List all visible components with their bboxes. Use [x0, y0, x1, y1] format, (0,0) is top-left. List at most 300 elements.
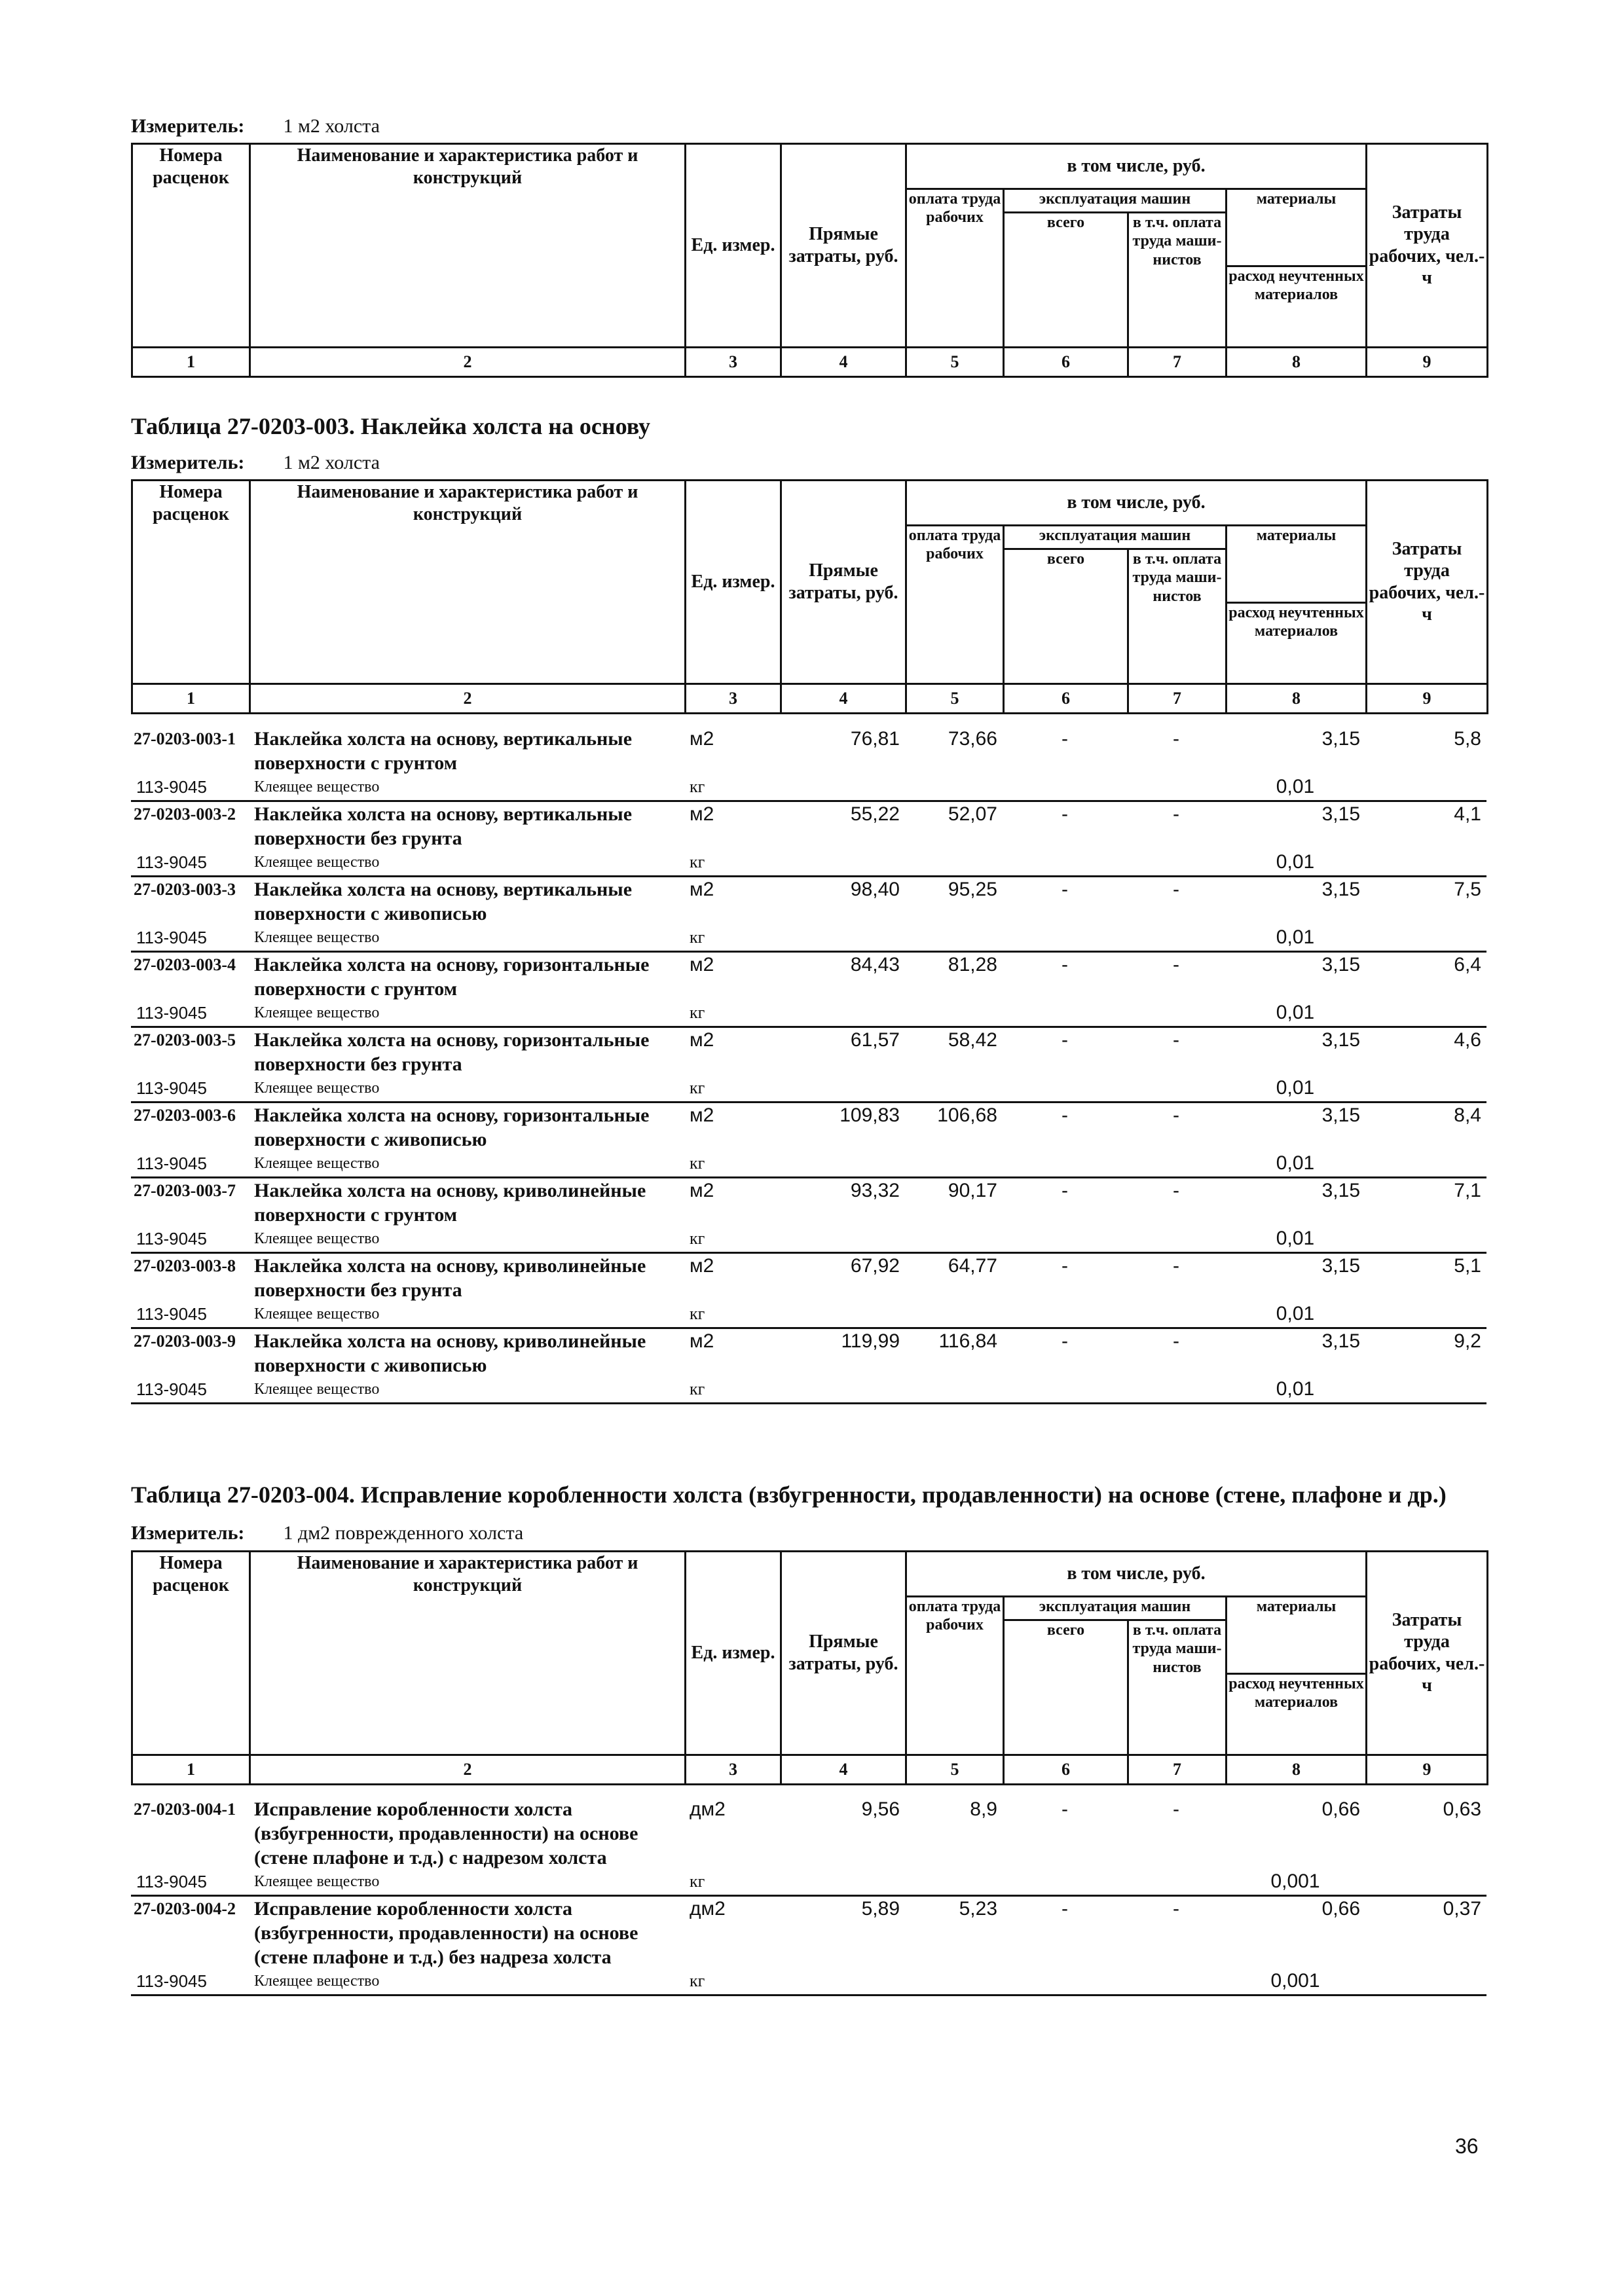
- rate-code: 27-0203-003-2: [134, 805, 236, 824]
- col-header-unaccounted-materials: расход неучтенных материалов: [1227, 1673, 1367, 1755]
- measure-value: 1 м2 холста: [283, 115, 380, 137]
- machinists-pay: -: [1173, 1898, 1179, 1920]
- material-quantity: 0,01: [1225, 1302, 1365, 1328]
- empty-cell: [1003, 1076, 1127, 1102]
- col-number: 1: [132, 347, 250, 376]
- table-row: [131, 1178, 1486, 1228]
- machinists-pay: -: [1173, 1029, 1179, 1051]
- unit: м2: [690, 728, 714, 750]
- col-header-rate-number: Номера расценок: [132, 1552, 250, 1597]
- col-header-materials: материалы: [1227, 189, 1367, 212]
- direct-cost: 119,99: [841, 1330, 900, 1352]
- col-header-materials: материалы: [1227, 1596, 1367, 1620]
- materials-cost: 3,15: [1321, 803, 1360, 825]
- col-header-machines-total: всего: [1004, 212, 1128, 347]
- material-unit: кг: [684, 1001, 780, 1027]
- col-number: 4: [781, 683, 906, 713]
- empty-cell: [1127, 1969, 1225, 1995]
- direct-cost: 55,22: [850, 803, 900, 825]
- table-row: [131, 801, 1486, 851]
- materials-cost: 3,15: [1321, 728, 1360, 750]
- machinists-pay: -: [1173, 1104, 1179, 1126]
- labor-hours: 4,1: [1454, 803, 1481, 825]
- material-code: 113-9045: [131, 775, 249, 801]
- materials-cost: 3,15: [1321, 1029, 1360, 1051]
- table-003-title: Таблица 27-0203-003. Наклейка холста на основу: [131, 413, 650, 439]
- machinists-pay: -: [1173, 1180, 1179, 1201]
- empty-cell: [780, 1152, 905, 1178]
- rate-code: 27-0203-003-5: [134, 1030, 236, 1049]
- labor-hours: 5,8: [1454, 728, 1481, 750]
- labor-pay: 95,25: [948, 879, 997, 900]
- empty-cell: [1003, 1870, 1127, 1896]
- labor-pay: 5,23: [959, 1898, 997, 1920]
- col-number: 6: [1004, 1755, 1128, 1784]
- work-name: Исправление коробленности холста (взбугренности, продавленности) на основе (стене плафоне и т.д.) без надреза холста: [254, 1898, 638, 1968]
- unit: м2: [690, 879, 714, 900]
- col-header-including: в том числе, руб.: [906, 1552, 1367, 1597]
- col-number: 5: [906, 347, 1004, 376]
- empty-cell: [1127, 1227, 1225, 1253]
- column-numbers-row: [132, 347, 1488, 376]
- work-name: Наклейка холста на основу, криволинейные поверхности без грунта: [254, 1255, 646, 1301]
- col-header-labor-pay: оплата труда рабочих: [906, 189, 1004, 347]
- col-number: 6: [1004, 347, 1128, 376]
- col-header-including: в том числе, руб.: [906, 481, 1367, 526]
- empty-cell: [780, 775, 905, 801]
- direct-cost: 61,57: [850, 1029, 900, 1051]
- machinists-pay: -: [1173, 1330, 1179, 1352]
- machines-total: -: [1061, 728, 1068, 750]
- col-number: 5: [906, 1755, 1004, 1784]
- machines-total: -: [1061, 1898, 1068, 1920]
- unit: м2: [690, 1104, 714, 1126]
- empty-cell: [1003, 1001, 1127, 1027]
- col-number: 2: [250, 1755, 686, 1784]
- table-row: [131, 952, 1486, 1002]
- material-code: 113-9045: [131, 1377, 249, 1404]
- machines-total: -: [1061, 803, 1068, 825]
- empty-cell: [905, 1152, 1003, 1178]
- material-quantity: 0,01: [1225, 1377, 1365, 1404]
- materials-cost: 3,15: [1321, 1104, 1360, 1126]
- measure-line-004: [131, 1522, 523, 1544]
- direct-cost: 84,43: [850, 954, 900, 975]
- table-header: [131, 479, 1488, 714]
- rate-code: 27-0203-003-9: [134, 1332, 236, 1351]
- empty-cell: [905, 850, 1003, 877]
- machinists-pay: -: [1173, 1255, 1179, 1277]
- unit: м2: [690, 954, 714, 975]
- labor-hours: 7,5: [1454, 879, 1481, 900]
- material-code: 113-9045: [131, 1001, 249, 1027]
- col-number: 8: [1227, 347, 1367, 376]
- col-header-rate-number: Номера расценок: [132, 481, 250, 526]
- work-name: Наклейка холста на основу, горизонтальные поверхности без грунта: [254, 1029, 650, 1075]
- material-quantity: 0,001: [1225, 1870, 1365, 1896]
- work-name: Исправление коробленности холста (взбугренности, продавленности) на основе (стене плафоне и т.д.) с надрезом холста: [254, 1798, 638, 1868]
- empty-cell: [905, 926, 1003, 952]
- col-header-unit: Ед. измер.: [686, 481, 781, 684]
- rate-code: 27-0203-003-7: [134, 1181, 236, 1200]
- direct-cost: 5,89: [861, 1898, 900, 1920]
- material-unit: кг: [684, 775, 780, 801]
- col-header-labor-pay: оплата труда рабочих: [906, 1596, 1004, 1755]
- material-row: [131, 926, 1486, 952]
- header-table-0: [131, 143, 1488, 378]
- measure-value: 1 м2 холста: [283, 452, 380, 473]
- col-header-unit: Ед. измер.: [686, 1552, 781, 1755]
- table-row: [131, 877, 1486, 926]
- labor-pay: 116,84: [938, 1330, 997, 1352]
- empty-cell: [1365, 1302, 1486, 1328]
- empty-cell: [905, 1227, 1003, 1253]
- unit: м2: [690, 1330, 714, 1352]
- empty-cell: [780, 1302, 905, 1328]
- material-unit: кг: [684, 926, 780, 952]
- material-unit: кг: [684, 850, 780, 877]
- unit: м2: [690, 1029, 714, 1051]
- work-name: Наклейка холста на основу, криволинейные поверхности с живописью: [254, 1330, 646, 1376]
- measure-line-003: [131, 452, 380, 474]
- labor-hours: 0,37: [1443, 1898, 1481, 1920]
- material-unit: кг: [684, 1870, 780, 1896]
- table-header: [131, 143, 1488, 378]
- direct-cost: 109,83: [840, 1104, 900, 1126]
- col-number: 1: [132, 1755, 250, 1784]
- material-code: 113-9045: [131, 1302, 249, 1328]
- empty-cell: [1365, 1870, 1486, 1896]
- empty-cell: [780, 1969, 905, 1995]
- empty-cell: [1365, 926, 1486, 952]
- rate-code: 27-0203-003-6: [134, 1106, 236, 1125]
- measure-line-0: [131, 115, 380, 137]
- col-header-labor-hours: Затраты труда рабочих, чел.-ч: [1367, 1552, 1488, 1755]
- col-header-labor-pay: оплата труда рабочих: [906, 525, 1004, 683]
- direct-cost: 9,56: [861, 1798, 900, 1820]
- materials-cost: 3,15: [1321, 954, 1360, 975]
- empty-cell: [1127, 1001, 1225, 1027]
- work-name: Наклейка холста на основу, горизонтальные поверхности с грунтом: [254, 954, 650, 1000]
- labor-hours: 4,6: [1454, 1029, 1481, 1051]
- empty-cell: [780, 850, 905, 877]
- material-code: 113-9045: [131, 1969, 249, 1995]
- col-number: 1: [132, 683, 250, 713]
- material-row: [131, 850, 1486, 877]
- col-header-machines: эксплуатация машин: [1004, 525, 1227, 549]
- empty-cell: [1365, 1001, 1486, 1027]
- measure-label: Измеритель:: [131, 452, 245, 473]
- material-code: 113-9045: [131, 1076, 249, 1102]
- empty-cell: [1003, 1227, 1127, 1253]
- table-row: [131, 1797, 1486, 1870]
- table-row: [131, 1896, 1486, 1970]
- material-row: [131, 1076, 1486, 1102]
- table-row: [131, 727, 1486, 775]
- empty-cell: [1127, 1152, 1225, 1178]
- labor-hours: 5,1: [1454, 1255, 1481, 1277]
- labor-pay: 64,77: [948, 1255, 997, 1277]
- materials-cost: 3,15: [1321, 879, 1360, 900]
- page-number: 36: [1455, 2134, 1479, 2158]
- machines-total: -: [1061, 1255, 1068, 1277]
- col-header-labor-hours: Затраты труда рабочих, чел.-ч: [1367, 144, 1488, 348]
- materials-cost: 0,66: [1321, 1898, 1360, 1920]
- col-header-machines-total: всего: [1004, 549, 1128, 683]
- col-header-work-name: Наименование и характеристика работ и конструкций: [250, 144, 686, 189]
- material-quantity: 0,01: [1225, 1001, 1365, 1027]
- material-quantity: 0,01: [1225, 926, 1365, 952]
- empty-cell: [1365, 850, 1486, 877]
- machines-total: -: [1061, 954, 1068, 975]
- col-header-direct-cost: Прямые затраты, руб.: [781, 481, 906, 684]
- empty-cell: [1003, 850, 1127, 877]
- empty-cell: [905, 1001, 1003, 1027]
- rate-code: 27-0203-003-8: [134, 1256, 236, 1275]
- work-name: Наклейка холста на основу, вертикальные поверхности без грунта: [254, 803, 633, 849]
- materials-cost: 3,15: [1321, 1255, 1360, 1277]
- empty-cell: [1365, 1076, 1486, 1102]
- col-number: 7: [1128, 683, 1227, 713]
- material-row: [131, 1227, 1486, 1253]
- col-number: 3: [686, 683, 781, 713]
- labor-hours: 0,63: [1443, 1798, 1481, 1820]
- col-header-unit: Ед. измер.: [686, 144, 781, 348]
- material-name: Клеящее вещество: [249, 1969, 684, 1995]
- col-number: 2: [250, 347, 686, 376]
- materials-cost: 3,15: [1321, 1330, 1360, 1352]
- col-header-direct-cost: Прямые затраты, руб.: [781, 1552, 906, 1755]
- empty-cell: [1365, 775, 1486, 801]
- empty-cell: [780, 1227, 905, 1253]
- material-row: [131, 1302, 1486, 1328]
- work-name: Наклейка холста на основу, горизонтальные поверхности с живописью: [254, 1104, 650, 1150]
- col-number: 4: [781, 347, 906, 376]
- labor-pay: 81,28: [948, 954, 997, 975]
- col-header-machinists-pay: в т.ч. оплата труда маши- нистов: [1128, 1620, 1227, 1755]
- materials-cost: 0,66: [1321, 1798, 1360, 1820]
- empty-cell: [1003, 1152, 1127, 1178]
- col-header-machines-total: всего: [1004, 1620, 1128, 1755]
- col-header-including: в том числе, руб.: [906, 144, 1367, 189]
- labor-hours: 7,1: [1454, 1180, 1481, 1201]
- col-header-machines: эксплуатация машин: [1004, 1596, 1227, 1620]
- labor-pay: 52,07: [948, 803, 997, 825]
- material-unit: кг: [684, 1152, 780, 1178]
- col-header-rate-number: Номера расценок: [132, 144, 250, 189]
- material-row: [131, 775, 1486, 801]
- empty-cell: [1003, 775, 1127, 801]
- empty-cell: [780, 1076, 905, 1102]
- col-header-machinists-pay: в т.ч. оплата труда маши- нистов: [1128, 549, 1227, 683]
- empty-cell: [905, 1969, 1003, 1995]
- empty-cell: [1127, 775, 1225, 801]
- material-quantity: 0,01: [1225, 775, 1365, 801]
- col-header-materials: материалы: [1227, 525, 1367, 549]
- material-code: 113-9045: [131, 1152, 249, 1178]
- header-table-004: [131, 1550, 1488, 1785]
- empty-cell: [780, 926, 905, 952]
- empty-cell: [905, 1076, 1003, 1102]
- measure-value: 1 дм2 поврежденного холста: [283, 1522, 524, 1544]
- col-number: 9: [1367, 1755, 1488, 1784]
- direct-cost: 98,40: [850, 879, 900, 900]
- col-header-unaccounted-materials: расход неучтенных материалов: [1227, 602, 1367, 683]
- material-name: Клеящее вещество: [249, 850, 684, 877]
- col-header-work-name: Наименование и характеристика работ и конструкций: [250, 481, 686, 526]
- empty-cell: [780, 1870, 905, 1896]
- unit: дм2: [690, 1898, 726, 1920]
- empty-cell: [1003, 1377, 1127, 1404]
- empty-cell: [1127, 1076, 1225, 1102]
- material-unit: кг: [684, 1969, 780, 1995]
- material-name: Клеящее вещество: [249, 1302, 684, 1328]
- direct-cost: 67,92: [850, 1255, 900, 1277]
- empty-cell: [905, 1870, 1003, 1896]
- empty-cell: [1127, 926, 1225, 952]
- work-name: Наклейка холста на основу, вертикальные поверхности с живописью: [254, 879, 633, 924]
- rows-table-003: [131, 727, 1486, 1404]
- machines-total: -: [1061, 879, 1068, 900]
- empty-cell: [1127, 1377, 1225, 1404]
- col-number: 5: [906, 683, 1004, 713]
- measure-label: Измеритель:: [131, 115, 245, 137]
- empty-cell: [1365, 1152, 1486, 1178]
- col-number: 6: [1004, 683, 1128, 713]
- rate-code: 27-0203-003-1: [134, 729, 236, 748]
- empty-cell: [1365, 1377, 1486, 1404]
- labor-pay: 73,66: [948, 728, 997, 750]
- material-name: Клеящее вещество: [249, 1001, 684, 1027]
- empty-cell: [1365, 1969, 1486, 1995]
- empty-cell: [1003, 1969, 1127, 1995]
- col-number: 3: [686, 1755, 781, 1784]
- empty-cell: [1127, 1302, 1225, 1328]
- material-row: [131, 1152, 1486, 1178]
- material-code: 113-9045: [131, 1227, 249, 1253]
- material-name: Клеящее вещество: [249, 926, 684, 952]
- material-row: [131, 1001, 1486, 1027]
- material-quantity: 0,001: [1225, 1969, 1365, 1995]
- labor-pay: 90,17: [948, 1180, 997, 1201]
- table-header: [131, 1550, 1488, 1785]
- material-code: 113-9045: [131, 926, 249, 952]
- material-name: Клеящее вещество: [249, 1076, 684, 1102]
- machinists-pay: -: [1173, 1798, 1179, 1820]
- empty-cell: [1003, 1302, 1127, 1328]
- header-table-003: [131, 479, 1488, 714]
- empty-cell: [905, 1377, 1003, 1404]
- work-name: Наклейка холста на основу, криволинейные поверхности с грунтом: [254, 1180, 646, 1226]
- material-row: [131, 1969, 1486, 1995]
- table-row: [131, 1102, 1486, 1152]
- unit: дм2: [690, 1798, 726, 1820]
- materials-cost: 3,15: [1321, 1180, 1360, 1201]
- labor-pay: 8,9: [970, 1798, 997, 1820]
- table-004-title: Таблица 27-0203-004. Исправление коробленности холста (взбугренности, продавленности) на основе (стене, плафоне и др.): [131, 1482, 1447, 1508]
- rows-table-004: [131, 1797, 1486, 1996]
- material-unit: кг: [684, 1076, 780, 1102]
- material-name: Клеящее вещество: [249, 775, 684, 801]
- material-row: [131, 1377, 1486, 1404]
- material-unit: кг: [684, 1377, 780, 1404]
- work-name: Наклейка холста на основу, вертикальные поверхности с грунтом: [254, 728, 633, 774]
- measure-label: Измеритель:: [131, 1522, 245, 1544]
- unit: м2: [690, 1255, 714, 1277]
- material-code: 113-9045: [131, 850, 249, 877]
- col-header-machines: эксплуатация машин: [1004, 189, 1227, 212]
- material-quantity: 0,01: [1225, 1227, 1365, 1253]
- empty-cell: [1127, 850, 1225, 877]
- rate-code: 27-0203-004-1: [134, 1800, 236, 1819]
- col-header-machinists-pay: в т.ч. оплата труда маши- нистов: [1128, 212, 1227, 347]
- rate-code: 27-0203-003-4: [134, 955, 236, 974]
- col-header-unaccounted-materials: расход неучтенных материалов: [1227, 266, 1367, 347]
- machines-total: -: [1061, 1798, 1068, 1820]
- material-quantity: 0,01: [1225, 1152, 1365, 1178]
- col-number: 3: [686, 347, 781, 376]
- rate-code: 27-0203-003-3: [134, 880, 236, 899]
- col-number: 7: [1128, 347, 1227, 376]
- material-unit: кг: [684, 1302, 780, 1328]
- table-row: [131, 1328, 1486, 1378]
- machines-total: -: [1061, 1180, 1068, 1201]
- material-name: Клеящее вещество: [249, 1377, 684, 1404]
- material-name: Клеящее вещество: [249, 1870, 684, 1896]
- col-header-labor-hours: Затраты труда рабочих, чел.-ч: [1367, 481, 1488, 684]
- machinists-pay: -: [1173, 954, 1179, 975]
- material-name: Клеящее вещество: [249, 1227, 684, 1253]
- material-code: 113-9045: [131, 1870, 249, 1896]
- labor-hours: 6,4: [1454, 954, 1481, 975]
- column-numbers-row: [132, 683, 1488, 713]
- col-number: 4: [781, 1755, 906, 1784]
- material-name: Клеящее вещество: [249, 1152, 684, 1178]
- col-number: 8: [1227, 683, 1367, 713]
- empty-cell: [1127, 1870, 1225, 1896]
- material-unit: кг: [684, 1227, 780, 1253]
- unit: м2: [690, 1180, 714, 1201]
- unit: м2: [690, 803, 714, 825]
- machines-total: -: [1061, 1330, 1068, 1352]
- machinists-pay: -: [1173, 879, 1179, 900]
- labor-hours: 9,2: [1454, 1330, 1481, 1352]
- material-quantity: 0,01: [1225, 1076, 1365, 1102]
- empty-cell: [1003, 926, 1127, 952]
- machinists-pay: -: [1173, 728, 1179, 750]
- labor-hours: 8,4: [1454, 1104, 1481, 1126]
- machinists-pay: -: [1173, 803, 1179, 825]
- rate-code: 27-0203-004-2: [134, 1899, 236, 1918]
- empty-cell: [780, 1377, 905, 1404]
- empty-cell: [1365, 1227, 1486, 1253]
- column-numbers-row: [132, 1755, 1488, 1784]
- labor-pay: 106,68: [937, 1104, 997, 1126]
- table-row: [131, 1253, 1486, 1303]
- col-number: 8: [1227, 1755, 1367, 1784]
- table-row: [131, 1027, 1486, 1077]
- empty-cell: [905, 775, 1003, 801]
- col-header-work-name: Наименование и характеристика работ и конструкций: [250, 1552, 686, 1597]
- direct-cost: 76,81: [850, 728, 900, 750]
- col-number: 9: [1367, 683, 1488, 713]
- col-number: 2: [250, 683, 686, 713]
- col-header-direct-cost: Прямые затраты, руб.: [781, 144, 906, 348]
- col-number: 9: [1367, 347, 1488, 376]
- col-number: 7: [1128, 1755, 1227, 1784]
- material-quantity: 0,01: [1225, 850, 1365, 877]
- empty-cell: [905, 1302, 1003, 1328]
